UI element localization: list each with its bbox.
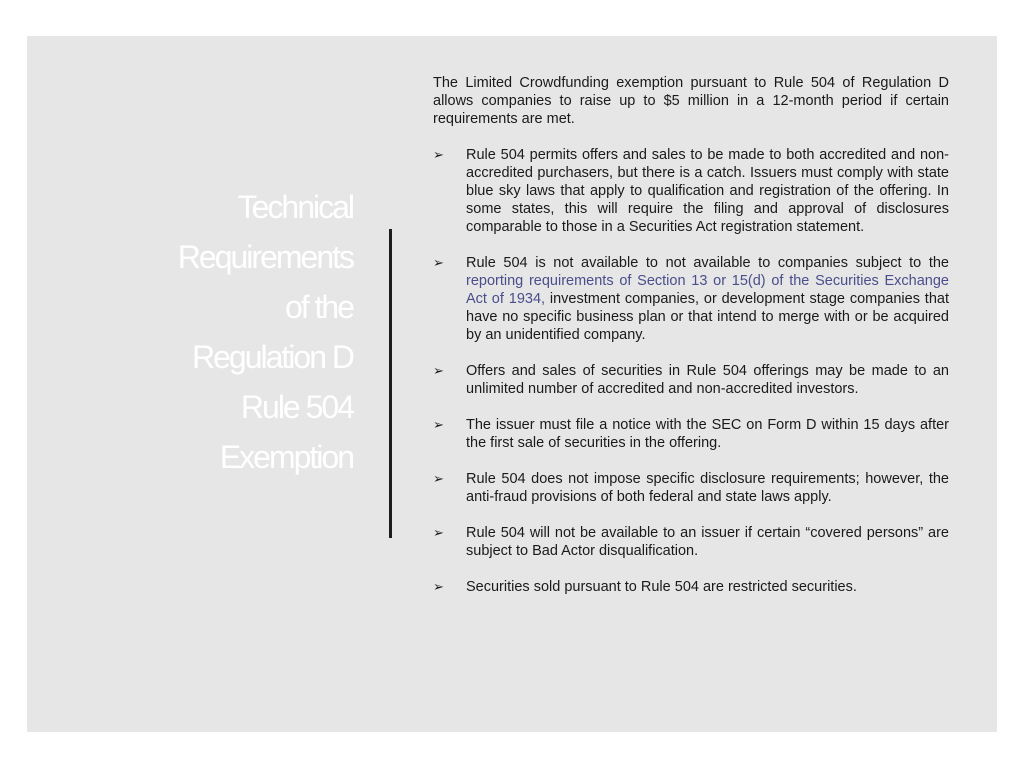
bullet-item: [433, 416, 949, 452]
bullet-text: Offers and sales of securities in Rule 504 offerings may be made to an unlimited number of accredited and non-accredited investors.: [466, 363, 949, 397]
bullet-text: Rule 504 is not available to not available to companies subject to the: [466, 255, 949, 271]
title-line: Regulation D: [192, 339, 353, 375]
arrow-bullet-icon: ➢: [433, 417, 444, 432]
bullet-text: investment companies, or development stage companies that have no specific business plan or that intend to merge with or be acquired by an unidentified company.: [466, 291, 949, 343]
bullet-list: [433, 146, 949, 596]
bullet-item: [433, 146, 949, 236]
arrow-bullet-icon: ➢: [433, 255, 444, 270]
sec-reporting-link[interactable]: reporting requirements of Section 13 or 15(d) of the Securities Exchange Act of 1934,: [466, 273, 949, 307]
arrow-bullet-icon: ➢: [433, 363, 444, 378]
bullet-text: The issuer must file a notice with the SEC on Form D within 15 days after the first sale of securities in the offering.: [466, 417, 949, 451]
arrow-bullet-icon: ➢: [433, 147, 444, 162]
title-line: Exemption: [219, 439, 353, 475]
arrow-bullet-icon: ➢: [433, 525, 444, 540]
slide-title: [87, 182, 353, 482]
content-body: [433, 74, 949, 614]
arrow-bullet-icon: ➢: [433, 471, 444, 486]
title-line: Technical: [237, 189, 353, 225]
bullet-text: Rule 504 will not be available to an issuer if certain “covered persons” are subject to Bad Actor disqualification.: [466, 525, 949, 559]
title-line: of the: [284, 289, 353, 325]
title-line: Requirements: [177, 239, 353, 275]
bullet-item: [433, 524, 949, 560]
intro-paragraph: The Limited Crowdfunding exemption pursuant to Rule 504 of Regulation D allows companies to raise up to $5 million in a 12-month period if certain requirements are met.: [433, 75, 949, 127]
bullet-item: [433, 254, 949, 344]
bullet-text: Rule 504 permits offers and sales to be made to both accredited and non-accredited purchasers, but there is a catch. Issuers must comply with state blue sky laws that apply to qualification and registration of the offering. In some states, this will require the filing and approval of disclosures comparable to those in a Securities Act registration statement.: [466, 147, 949, 235]
bullet-item: [433, 578, 949, 596]
title-line: Rule 504: [240, 389, 353, 425]
slide: [27, 36, 997, 732]
bullet-item: [433, 362, 949, 398]
bullet-text: Rule 504 does not impose specific disclosure requirements; however, the anti-fraud provisions of both federal and state laws apply.: [466, 471, 949, 505]
vertical-divider: [389, 229, 392, 538]
bullet-text: Securities sold pursuant to Rule 504 are restricted securities.: [466, 579, 857, 595]
arrow-bullet-icon: ➢: [433, 579, 444, 594]
bullet-item: [433, 470, 949, 506]
